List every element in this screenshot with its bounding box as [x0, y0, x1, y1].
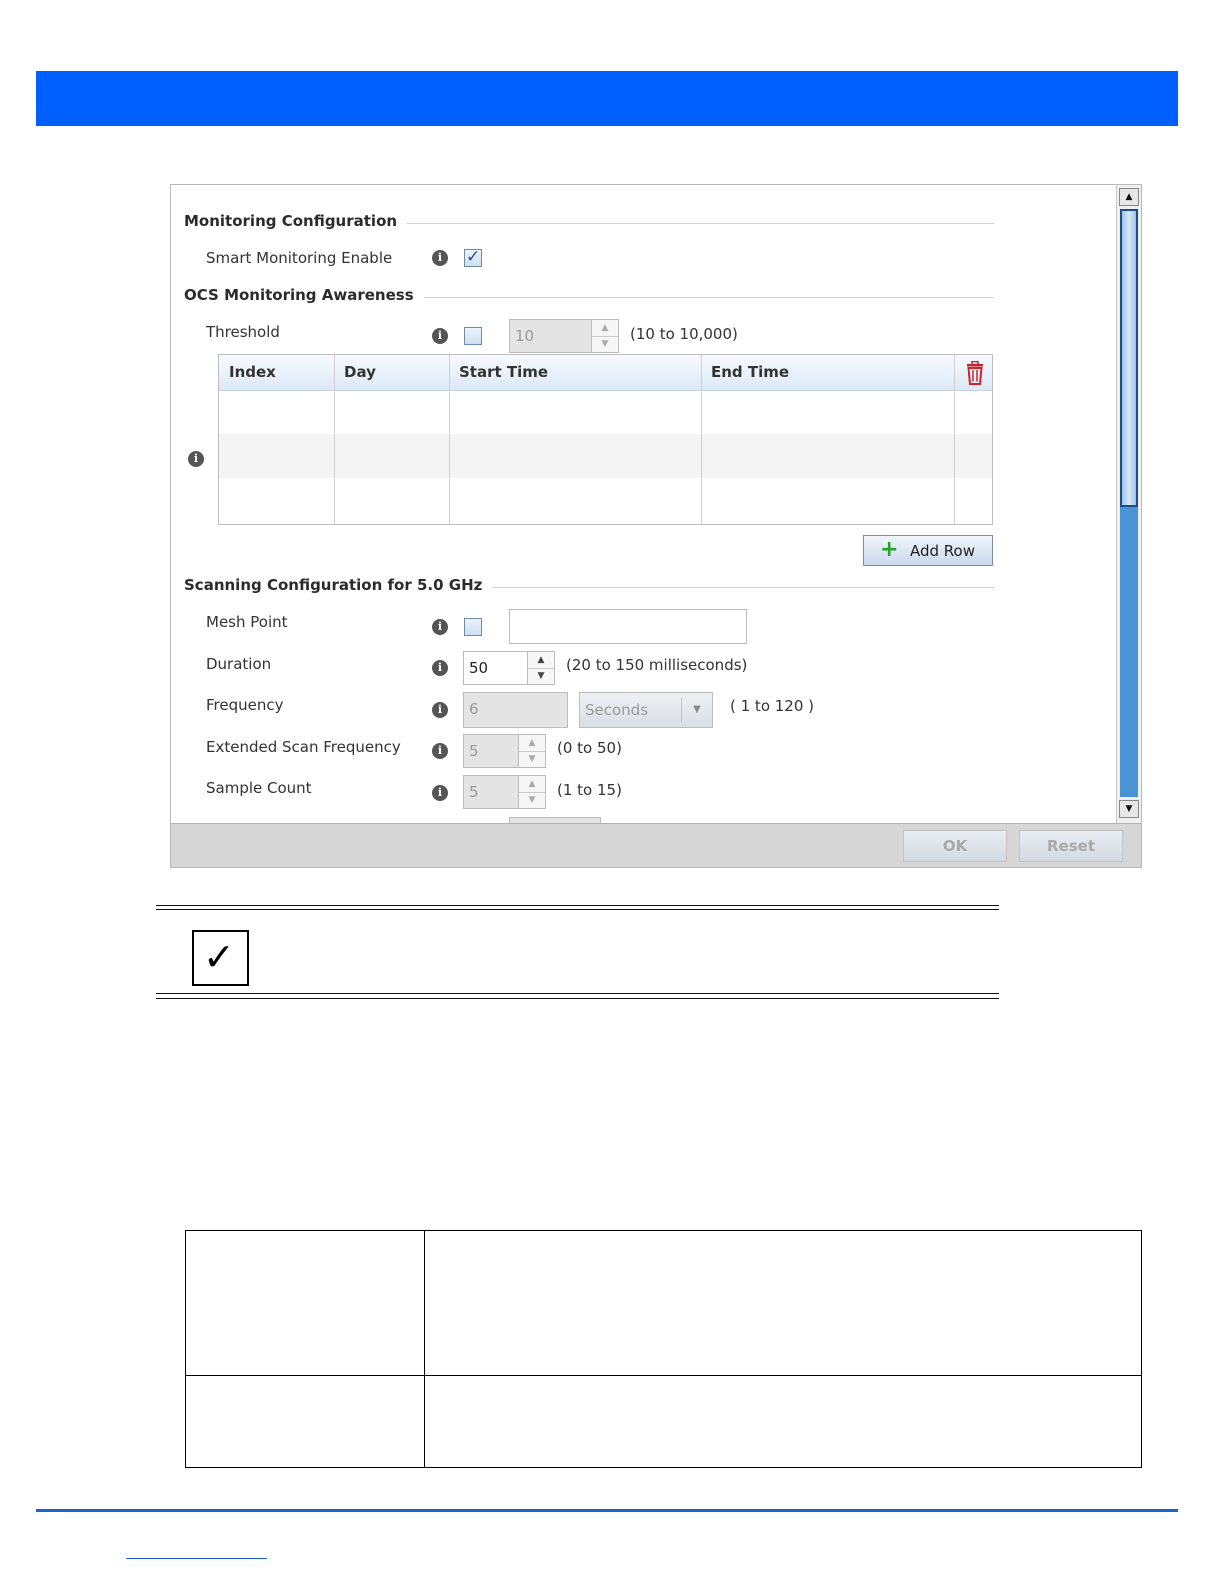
- duration-range: (20 to 150 milliseconds): [566, 656, 748, 674]
- duration-value: 50: [469, 659, 489, 677]
- checkmark-icon: ✓: [466, 247, 481, 267]
- extended-scan-frequency-range: (0 to 50): [557, 739, 622, 757]
- threshold-range: (10 to 10,000): [630, 325, 738, 343]
- smart-monitoring-checkbox[interactable]: [464, 249, 482, 267]
- mesh-point-label: Mesh Point: [206, 613, 288, 631]
- stepper-buttons: [527, 652, 554, 684]
- threshold-label: Threshold: [206, 323, 280, 341]
- sample-count-label: Sample Count: [206, 779, 312, 797]
- info-icon[interactable]: i: [432, 702, 448, 718]
- add-row-label: Add Row: [910, 542, 976, 560]
- note-rule: [156, 909, 999, 910]
- plus-icon: +: [880, 537, 899, 562]
- stepper-up-icon[interactable]: ▲: [519, 776, 545, 793]
- section-divider: [474, 587, 994, 588]
- footer-rule: [36, 1509, 1178, 1512]
- column-divider: [954, 355, 955, 524]
- frequency-range: ( 1 to 120 ): [730, 697, 815, 715]
- header-banner: [36, 71, 1178, 126]
- note-rule: [156, 905, 999, 906]
- stepper-buttons: [518, 776, 545, 808]
- threshold-stepper[interactable]: [509, 319, 619, 353]
- info-icon[interactable]: i: [432, 250, 448, 266]
- info-icon[interactable]: i: [432, 660, 448, 676]
- duration-stepper[interactable]: [463, 651, 555, 685]
- threshold-checkbox[interactable]: [464, 327, 482, 345]
- stepper-down-icon[interactable]: ▼: [528, 795, 536, 805]
- footer-link-underline: [126, 1558, 267, 1559]
- sample-count-stepper[interactable]: [463, 775, 546, 809]
- note-rule: [156, 998, 999, 999]
- scroll-down-icon[interactable]: ▼: [1119, 800, 1139, 818]
- sample-count-range: (1 to 15): [557, 781, 622, 799]
- table-column-divider: [424, 1231, 425, 1467]
- checkmark-icon: ✓: [203, 935, 235, 979]
- stepper-down-icon[interactable]: ▼: [601, 339, 609, 349]
- section-divider: [419, 297, 994, 298]
- stepper-down-icon[interactable]: ▼: [537, 671, 545, 681]
- info-icon[interactable]: i: [432, 619, 448, 635]
- info-icon[interactable]: i: [432, 328, 448, 344]
- column-divider: [334, 355, 335, 524]
- add-row-button[interactable]: [863, 535, 993, 566]
- section-title-ocs: OCS Monitoring Awareness: [184, 286, 424, 304]
- frequency-label: Frequency: [206, 696, 284, 714]
- trash-icon[interactable]: [965, 361, 985, 385]
- settings-content: [171, 185, 1116, 823]
- extended-scan-frequency-label: Extended Scan Frequency: [206, 738, 401, 756]
- frequency-value: 6: [469, 700, 479, 718]
- mesh-point-checkbox[interactable]: [464, 618, 482, 636]
- ok-button[interactable]: OK: [903, 830, 1007, 862]
- frequency-unit-select[interactable]: [579, 692, 713, 728]
- table-row-divider: [186, 1375, 1141, 1376]
- section-divider: [399, 223, 994, 224]
- vertical-scrollbar[interactable]: [1116, 185, 1141, 823]
- column-header-start-time[interactable]: Start Time: [459, 363, 549, 381]
- extended-scan-frequency-value: 5: [469, 742, 479, 760]
- stepper-buttons: [591, 320, 618, 352]
- column-divider: [449, 355, 450, 524]
- ocs-schedule-table: [218, 354, 993, 525]
- stepper-buttons: [518, 735, 545, 767]
- settings-panel: [170, 184, 1142, 868]
- threshold-value: 10: [515, 327, 535, 345]
- stepper-up-icon[interactable]: ▲: [592, 320, 618, 337]
- info-icon[interactable]: i: [432, 785, 448, 801]
- note-icon: [192, 930, 249, 986]
- panel-footer: [171, 823, 1141, 868]
- mesh-point-input[interactable]: [509, 609, 747, 644]
- section-title-monitoring: Monitoring Configuration: [184, 212, 407, 230]
- column-divider: [701, 355, 702, 524]
- smart-monitoring-label: Smart Monitoring Enable: [206, 249, 393, 267]
- extended-scan-frequency-stepper[interactable]: [463, 734, 546, 768]
- info-icon[interactable]: i: [432, 743, 448, 759]
- note-rule: [156, 993, 999, 994]
- column-header-end-time[interactable]: End Time: [711, 363, 790, 381]
- info-icon[interactable]: i: [188, 451, 204, 467]
- scroll-up-icon[interactable]: ▲: [1119, 188, 1139, 206]
- description-table: [185, 1230, 1142, 1468]
- column-header-index[interactable]: Index: [229, 363, 276, 381]
- column-header-day[interactable]: Day: [344, 363, 376, 381]
- sample-count-value: 5: [469, 783, 479, 801]
- frequency-input[interactable]: [463, 692, 568, 728]
- stepper-up-icon[interactable]: ▲: [519, 735, 545, 752]
- scrollbar-thumb[interactable]: [1120, 209, 1138, 507]
- frequency-unit-value: Seconds: [585, 701, 649, 719]
- section-title-scanning: Scanning Configuration for 5.0 GHz: [184, 576, 492, 594]
- reset-button[interactable]: Reset: [1019, 830, 1123, 862]
- chevron-down-icon: ▼: [681, 698, 712, 722]
- stepper-down-icon[interactable]: ▼: [528, 754, 536, 764]
- stepper-up-icon[interactable]: ▲: [528, 652, 554, 669]
- duration-label: Duration: [206, 655, 272, 673]
